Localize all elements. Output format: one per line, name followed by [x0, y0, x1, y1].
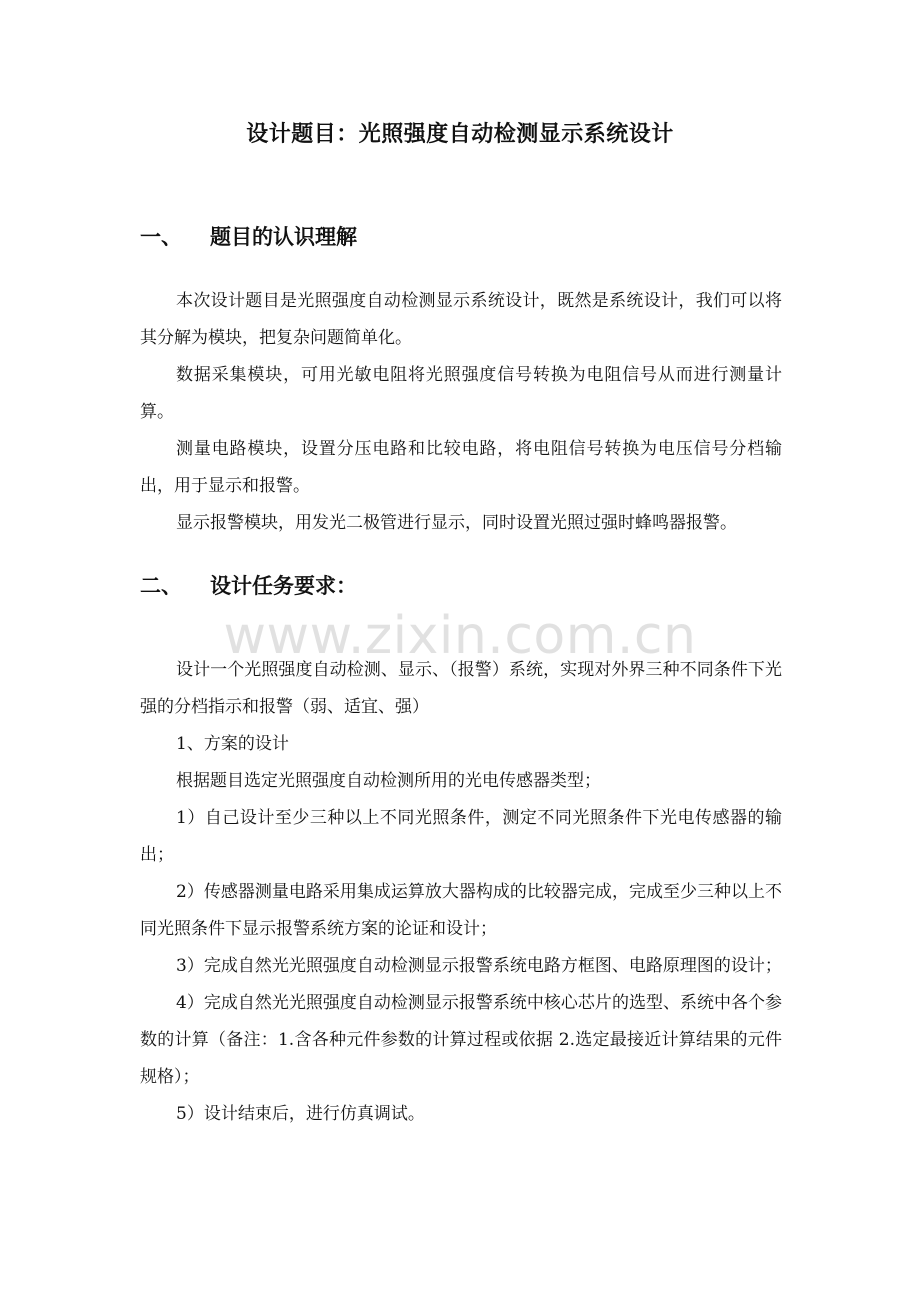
paragraph: 数据采集模块，可用光敏电阻将光照强度信号转换为电阻信号从而进行测量计算。: [140, 365, 782, 422]
document-title: 设计题目：光照强度自动检测显示系统设计: [246, 122, 674, 147]
paragraph: 2）传感器测量电路采用集成运算放大器构成的比较器完成，完成至少三种以上不同光照条件下显示报警系统方案的论证和设计；: [140, 882, 782, 939]
section-heading-2: [140, 570, 357, 602]
section-body-1: [140, 283, 782, 542]
section-heading-1: [140, 221, 357, 253]
section-heading-text-1: 题目的认识理解: [210, 225, 357, 249]
paragraph: 4）完成自然光光照强度自动检测显示报警系统中核心芯片的选型、系统中各个参数的计算（备注：1.含各种元件参数的计算过程或依据 2.选定最接近计算结果的元件规格）；: [140, 993, 782, 1087]
section-body-2: [140, 652, 782, 1133]
paragraph: 5）设计结束后，进行仿真调试。: [176, 1104, 425, 1124]
paragraph: 根据题目选定光照强度自动检测所用的光电传感器类型；: [176, 771, 601, 791]
section-heading-text-2: 设计任务要求：: [210, 574, 357, 598]
paragraph: 3）完成自然光光照强度自动检测显示报警系统电路方框图、电路原理图的设计；: [176, 956, 782, 976]
section-number-2: 二、: [140, 574, 182, 598]
paragraph: 设计一个光照强度自动检测、显示、（报警）系统，实现对外界三种不同条件下光强的分档指示和报警（弱、适宜、强）: [140, 660, 782, 717]
section-number-1: 一、: [140, 225, 182, 249]
paragraph: 本次设计题目是光照强度自动检测显示系统设计，既然是系统设计，我们可以将其分解为模块，把复杂问题简单化。: [140, 291, 782, 348]
paragraph: 1、方案的设计: [176, 734, 289, 754]
paragraph: 1）自己设计至少三种以上不同光照条件，测定不同光照条件下光电传感器的输出；: [140, 808, 782, 865]
paragraph: 测量电路模块，设置分压电路和比较电路，将电阻信号转换为电压信号分档输出，用于显示和报警。: [140, 439, 782, 496]
paragraph: 显示报警模块，用发光二极管进行显示，同时设置光照过强时蜂鸣器报警。: [176, 513, 737, 533]
watermark: www.zixin.com.cn: [223, 606, 697, 666]
